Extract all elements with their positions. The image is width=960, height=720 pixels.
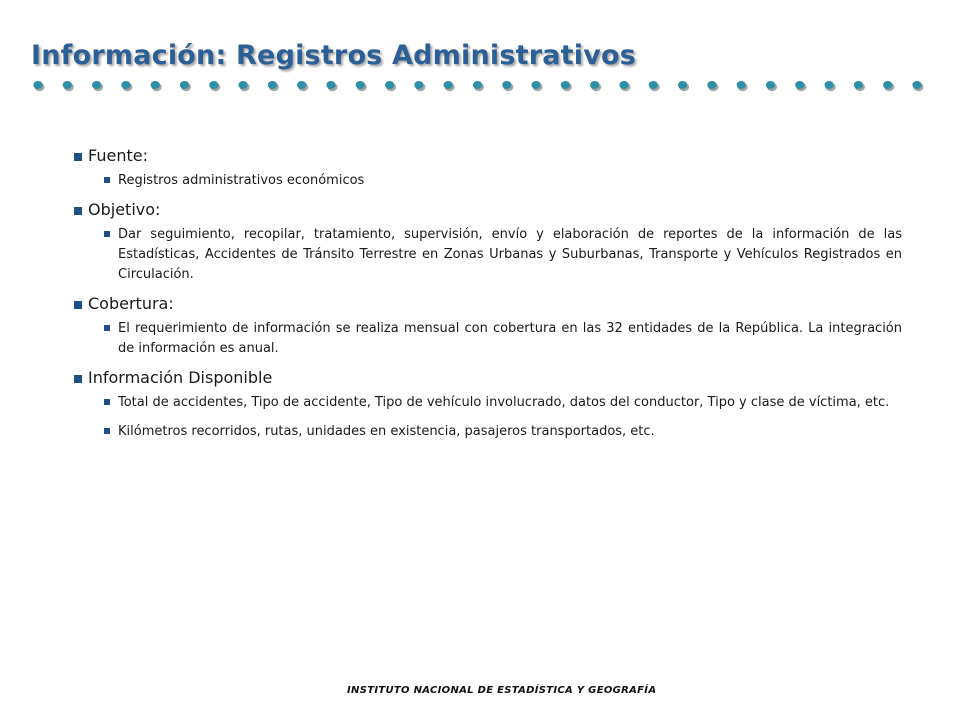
section-fuente (74, 146, 902, 191)
divider-dot (385, 81, 394, 89)
divider-dot (414, 81, 423, 89)
list-item-text: Dar seguimiento, recopilar, tratamiento, supervisión, envío y elaboración de reportes de la información de las Estadísticas, Accidentes de Tránsito Terrestre en Zonas Urbanas y Suburbanas, Transporte y Vehículos Registrados en Circulación. (118, 227, 902, 282)
divider-dot (473, 81, 482, 89)
divider-dot (356, 81, 365, 89)
list-item-text: El requerimiento de información se realiza mensual con cobertura en las 32 entidades de la República. La integración de información es anual. (118, 321, 902, 356)
divider-dot (707, 81, 716, 89)
divider-dot (180, 81, 189, 89)
divider-dot (92, 81, 101, 89)
divider-dot (532, 81, 541, 89)
divider-dot (795, 81, 804, 89)
section-objetivo (74, 200, 902, 285)
list-item-text: Kilómetros recorridos, rutas, unidades en existencia, pasajeros transportados, etc. (118, 424, 655, 439)
divider-dot (737, 81, 746, 89)
divider-dot (854, 81, 863, 89)
divider-dot (239, 81, 248, 89)
square-bullet-icon (104, 325, 110, 331)
list-item-text: Total de accidentes, Tipo de accidente, Tipo de vehículo involucrado, datos del conductor, Tipo y clase de víctima, etc. (118, 395, 890, 410)
divider-dot (502, 81, 511, 89)
divider-dot (766, 81, 775, 89)
square-bullet-icon (104, 177, 110, 183)
divider-dot (561, 81, 570, 89)
divider-dot (151, 81, 160, 89)
divider-dot (825, 81, 834, 89)
divider-dot (444, 81, 453, 89)
divider-dot (678, 81, 687, 89)
dotted-divider (30, 76, 934, 96)
square-bullet-icon (104, 231, 110, 237)
divider-dot (297, 81, 306, 89)
section-heading: Cobertura: (88, 294, 174, 313)
section-heading: Información Disponible (88, 368, 273, 387)
section-heading: Fuente: (88, 146, 148, 165)
divider-dot (619, 81, 628, 89)
square-bullet-icon (104, 428, 110, 434)
divider-dot (912, 81, 921, 89)
divider-dot (649, 81, 658, 89)
section-cobertura (74, 294, 902, 359)
divider-dot (63, 81, 72, 89)
square-bullet-icon (104, 399, 110, 405)
slide-content (74, 146, 902, 451)
footer-brand: INSTITUTO NACIONAL DE ESTADÍSTICA Y GEOGRAFÍA (347, 685, 657, 696)
list-item (104, 422, 902, 442)
square-bullet-icon (74, 207, 82, 215)
list-item (104, 319, 902, 359)
square-bullet-icon (74, 153, 82, 161)
divider-dot (326, 81, 335, 89)
square-bullet-icon (74, 375, 82, 383)
section-heading: Objetivo: (88, 200, 161, 219)
divider-dot (883, 81, 892, 89)
divider-dot (590, 81, 599, 89)
section-informacion-disponible (74, 368, 902, 442)
divider-dot (33, 81, 42, 89)
divider-dot (209, 81, 218, 89)
square-bullet-icon (74, 301, 82, 309)
list-item-text: Registros administrativos económicos (118, 173, 365, 188)
divider-dot (268, 81, 277, 89)
list-item (104, 393, 902, 413)
slide-title: Información: Registros Administrativos (31, 40, 637, 71)
list-item (104, 225, 902, 285)
list-item (104, 171, 902, 191)
divider-dot (121, 81, 130, 89)
